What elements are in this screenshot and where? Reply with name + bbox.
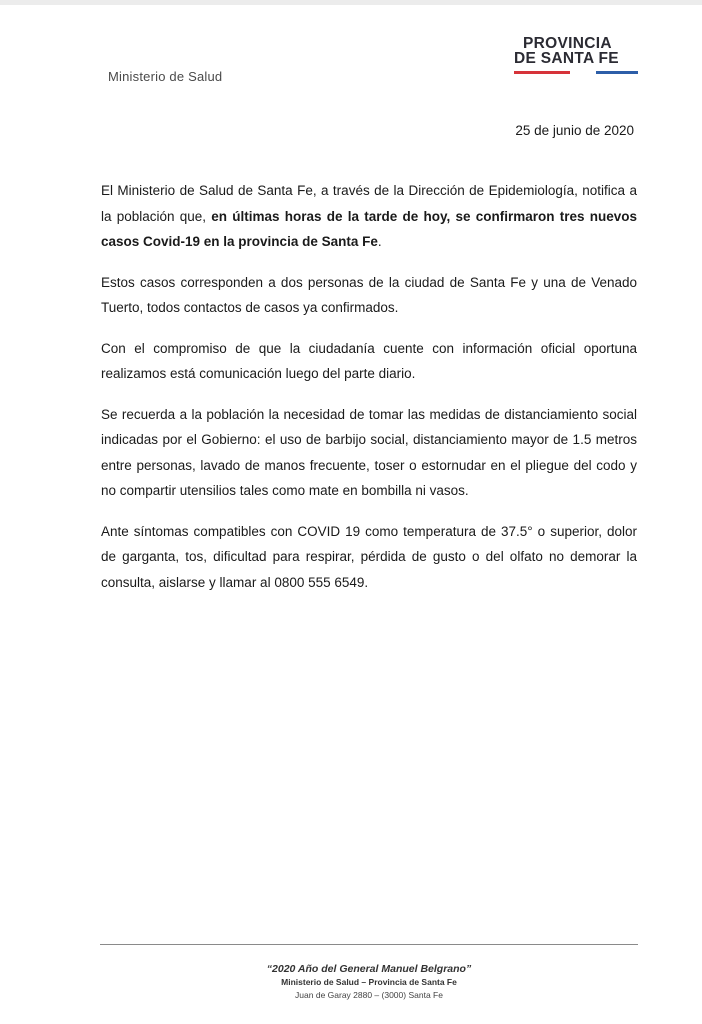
logo-red-bar — [514, 71, 570, 74]
paragraph-3: Con el compromiso de que la ciudadanía cuente con información oficial oportuna realizamos está comunicación luego del parte diario. — [101, 340, 637, 381]
logo-color-bars — [514, 71, 638, 75]
paragraph-5: Ante síntomas compatibles con COVID 19 como temperatura de 37.5° o superior, dolor de garganta, tos, dificultad para respirar, pérdida de gusto o del olfato no demorar la consulta, aislarse y llamar al 0800 555 6549. — [101, 523, 637, 590]
footer-address: Juan de Garay 2880 – (3000) Santa Fe — [295, 990, 443, 1000]
footer-organization: Ministerio de Salud – Provincia de Santa Fe — [281, 977, 457, 987]
footer — [100, 962, 638, 1002]
document-body — [101, 178, 637, 610]
footer-divider — [100, 944, 638, 945]
paragraph-1-end: . — [377, 234, 382, 249]
logo-line-1: PROVINCIA — [523, 35, 612, 52]
paragraph-2: Estos casos corresponden a dos personas de la ciudad de Santa Fe y una de Venado Tuerto, todos contactos de casos ya confirmados. — [101, 274, 637, 315]
paragraph-1-highlight: en últimas horas de la tarde de hoy, se confirmaron tres nuevos casos Covid-19 en la provincia de Santa Fe — [101, 208, 637, 249]
document-date: 25 de junio de 2020 — [515, 123, 634, 138]
paragraph-1 — [101, 178, 637, 255]
top-strip — [0, 0, 702, 5]
logo-blue-bar — [596, 71, 638, 74]
paragraph-1-intro: El Ministerio de Salud de Santa Fe, a través de la Dirección de Epidemiología, notifica a la población que, — [101, 183, 637, 224]
paragraph-4: Se recuerda a la población la necesidad de tomar las medidas de distanciamiento social indicadas por el Gobierno: el uso de barbijo social, distanciamiento mayor de 1.5 metros entre personas, lavado de manos frecuente, toser o estornudar en el pliegue del codo y no compartir utensilios tales como mate en bombilla ni vasos. — [101, 406, 637, 498]
logo-line-2: DE SANTA FE — [514, 50, 619, 67]
footer-motto: “2020 Año del General Manuel Belgrano” — [266, 963, 472, 975]
ministry-name: Ministerio de Salud — [108, 69, 223, 84]
province-logo — [514, 36, 638, 75]
